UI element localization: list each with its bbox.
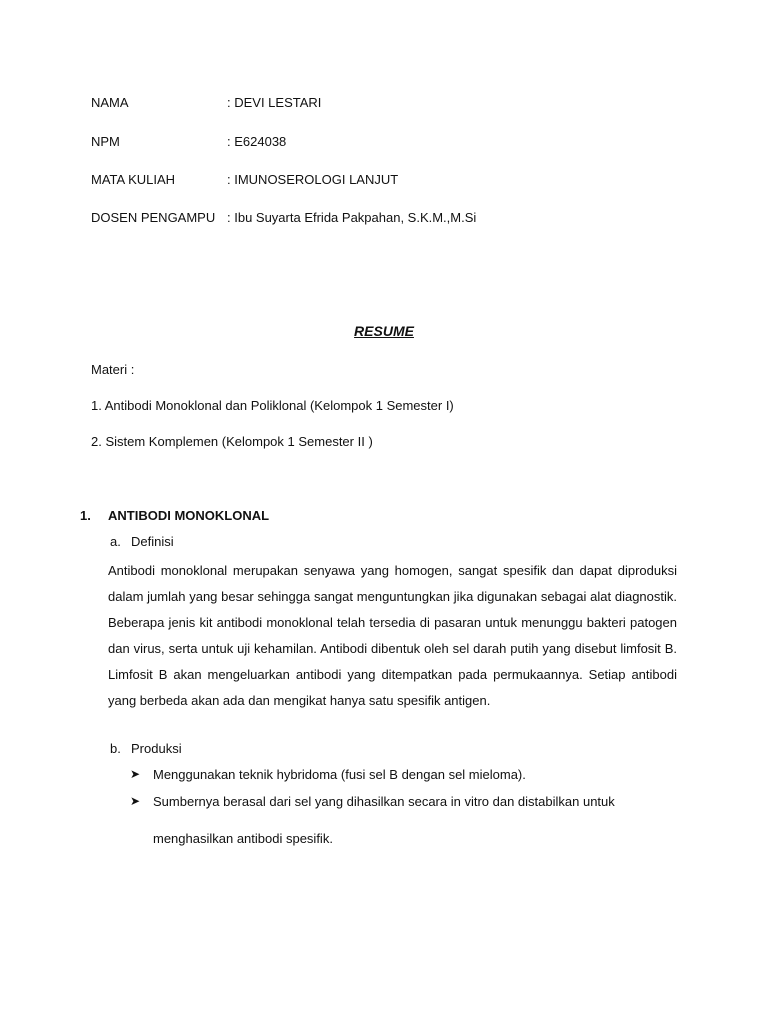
page-title: RESUME	[354, 323, 414, 339]
info-row-nama	[91, 95, 321, 110]
subheading-letter-b: b.	[110, 741, 121, 756]
materi-label: Materi :	[91, 362, 135, 377]
info-label-nama: NAMA	[91, 95, 129, 110]
subheading-produksi	[110, 741, 182, 756]
info-value-mata-kuliah: : IMUNOSEROLOGI LANJUT	[227, 172, 399, 187]
info-row-mata-kuliah	[91, 172, 398, 187]
list-item	[130, 767, 526, 782]
info-label-mata-kuliah: MATA KULIAH	[91, 172, 176, 187]
info-value-dosen: : Ibu Suyarta Efrida Pakpahan, S.K.M.,M.Si	[227, 210, 477, 225]
arrow-bullet-icon: ➤	[130, 767, 141, 781]
section-heading	[80, 508, 269, 523]
bullet-continuation: menghasilkan antibodi spesifik.	[153, 831, 333, 846]
info-value-npm: : E624038	[227, 134, 287, 149]
info-row-dosen	[91, 210, 476, 225]
section-number: 1.	[80, 508, 91, 523]
definition-paragraph: Antibodi monoklonal merupakan senyawa yang homogen, sangat spesifik dan dapat diproduksi dalam jumlah yang besar sehingga sangat menguntungkan jika digunakan sebagai alat diagnostik. Beberapa jenis kit antibodi monoklonal telah tersedia di pasaran untuk menunggu bakteri patogen dan virus, serta untuk uji kehamilan. Antibodi dibentuk oleh sel darah putih yang disebut limfosit B. Limfosit B akan mengeluarkan antibodi yang ditempatkan pada permukaannya. Setiap antibodi yang berbeda akan ada dan mengikat hanya satu spesifik antigen.	[108, 563, 677, 708]
info-label-npm: NPM	[91, 134, 120, 149]
info-label-dosen: DOSEN PENGAMPU	[91, 210, 216, 225]
arrow-bullet-icon: ➤	[130, 794, 141, 808]
materi-item-2: 2. Sistem Komplemen (Kelompok 1 Semester II )	[91, 434, 373, 449]
list-item	[130, 794, 615, 809]
subheading-definisi	[110, 534, 174, 549]
subheading-label-definisi: Definisi	[131, 534, 174, 549]
subheading-label-produksi: Produksi	[131, 741, 182, 756]
materi-item-1: 1. Antibodi Monoklonal dan Poliklonal (Kelompok 1 Semester I)	[91, 398, 454, 413]
info-row-npm	[91, 134, 286, 149]
bullet-text-2: Sumbernya berasal dari sel yang dihasilkan secara in vitro dan distabilkan untuk	[153, 794, 615, 809]
info-value-nama: : DEVI LESTARI	[227, 95, 322, 110]
section-title: ANTIBODI MONOKLONAL	[108, 508, 270, 523]
subheading-letter-a: a.	[110, 534, 121, 549]
bullet-text-1: Menggunakan teknik hybridoma (fusi sel B dengan sel mieloma).	[153, 767, 526, 782]
